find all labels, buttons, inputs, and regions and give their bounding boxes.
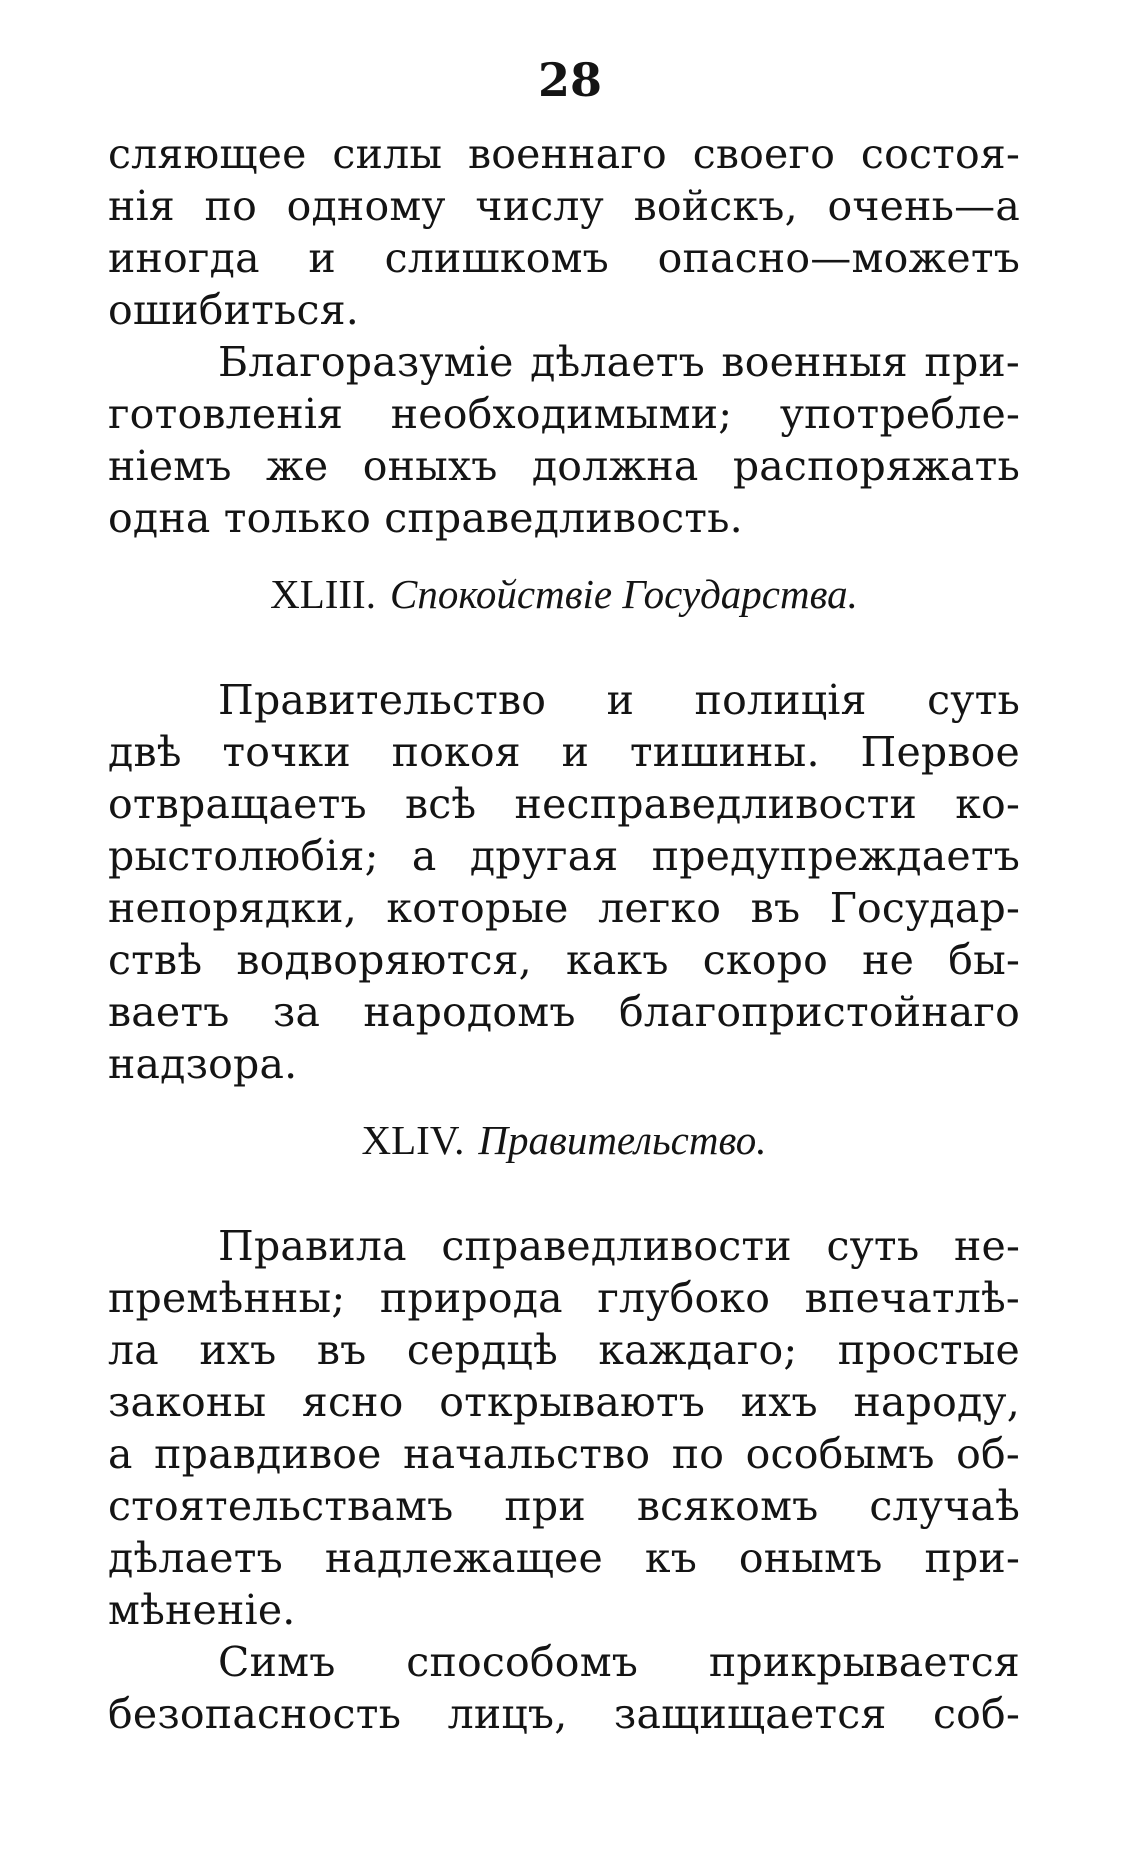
text-line: а правдивое начальство по особымъ об- — [108, 1430, 1020, 1478]
text-line: дѣлаетъ надлежащее къ онымъ при- — [108, 1534, 1020, 1582]
text-line: рыстолюбія; а другая предупреждаетъ — [108, 832, 1020, 880]
text-line: сляющее силы военнаго своего состоя- — [108, 130, 1020, 178]
paragraph-continuation — [108, 128, 1020, 336]
text-line: надзора. — [108, 1040, 298, 1088]
text-line: Благоразуміе дѣлаетъ военныя при- — [218, 338, 1020, 386]
section-title: Правительство. — [478, 1117, 767, 1163]
text-line: одна только справедливость. — [108, 494, 743, 542]
text-line: законы ясно открываютъ ихъ народу, — [108, 1378, 1020, 1426]
text-line: ніемъ же оныхъ должна распоряжать — [108, 442, 1020, 490]
section-number: XLIV. — [361, 1117, 465, 1163]
text-line: иногда и слишкомъ опасно—можетъ — [108, 234, 1020, 282]
section-title: Спокойствіе Государства. — [389, 571, 858, 617]
text-line: стоятельствамъ при всякомъ случаѣ — [108, 1482, 1020, 1530]
paragraph — [108, 1636, 1020, 1740]
text-line: ла ихъ въ сердцѣ каждаго; простые — [108, 1326, 1020, 1374]
page-body — [108, 128, 1020, 1740]
text-line: нія по одному числу войскъ, очень—а — [108, 182, 1020, 230]
text-line: безопасность лицъ, защищается соб- — [108, 1690, 1020, 1738]
text-line: ошибиться. — [108, 286, 360, 334]
text-line: непорядки, которые легко въ Государ- — [108, 884, 1020, 932]
text-line: ваетъ за народомъ благопристойнаго — [108, 988, 1020, 1036]
paragraph — [108, 336, 1020, 544]
text-line: Правительство и полиція суть — [218, 676, 1020, 724]
text-line: готовленія необходимыми; употребле- — [108, 390, 1020, 438]
text-line: Правила справедливости суть не- — [218, 1222, 1020, 1270]
text-line: ствѣ водворяются, какъ скоро не бы- — [108, 936, 1020, 984]
page-number: 28 — [537, 53, 602, 107]
text-line: отвращаетъ всѣ несправедливости ко- — [108, 780, 1020, 828]
paragraph — [108, 1220, 1020, 1636]
section-heading — [108, 544, 1020, 634]
text-line: мѣненіе. — [108, 1586, 296, 1634]
text-line: Симъ способомъ прикрывается — [218, 1638, 1020, 1686]
text-line: премѣнны; природа глубоко впечатлѣ- — [108, 1274, 1020, 1322]
section-number: XLIII. — [270, 571, 376, 617]
paragraph — [108, 674, 1020, 1090]
text-line: двѣ точки покоя и тишины. Первое — [108, 728, 1020, 776]
section-heading — [108, 1090, 1020, 1180]
